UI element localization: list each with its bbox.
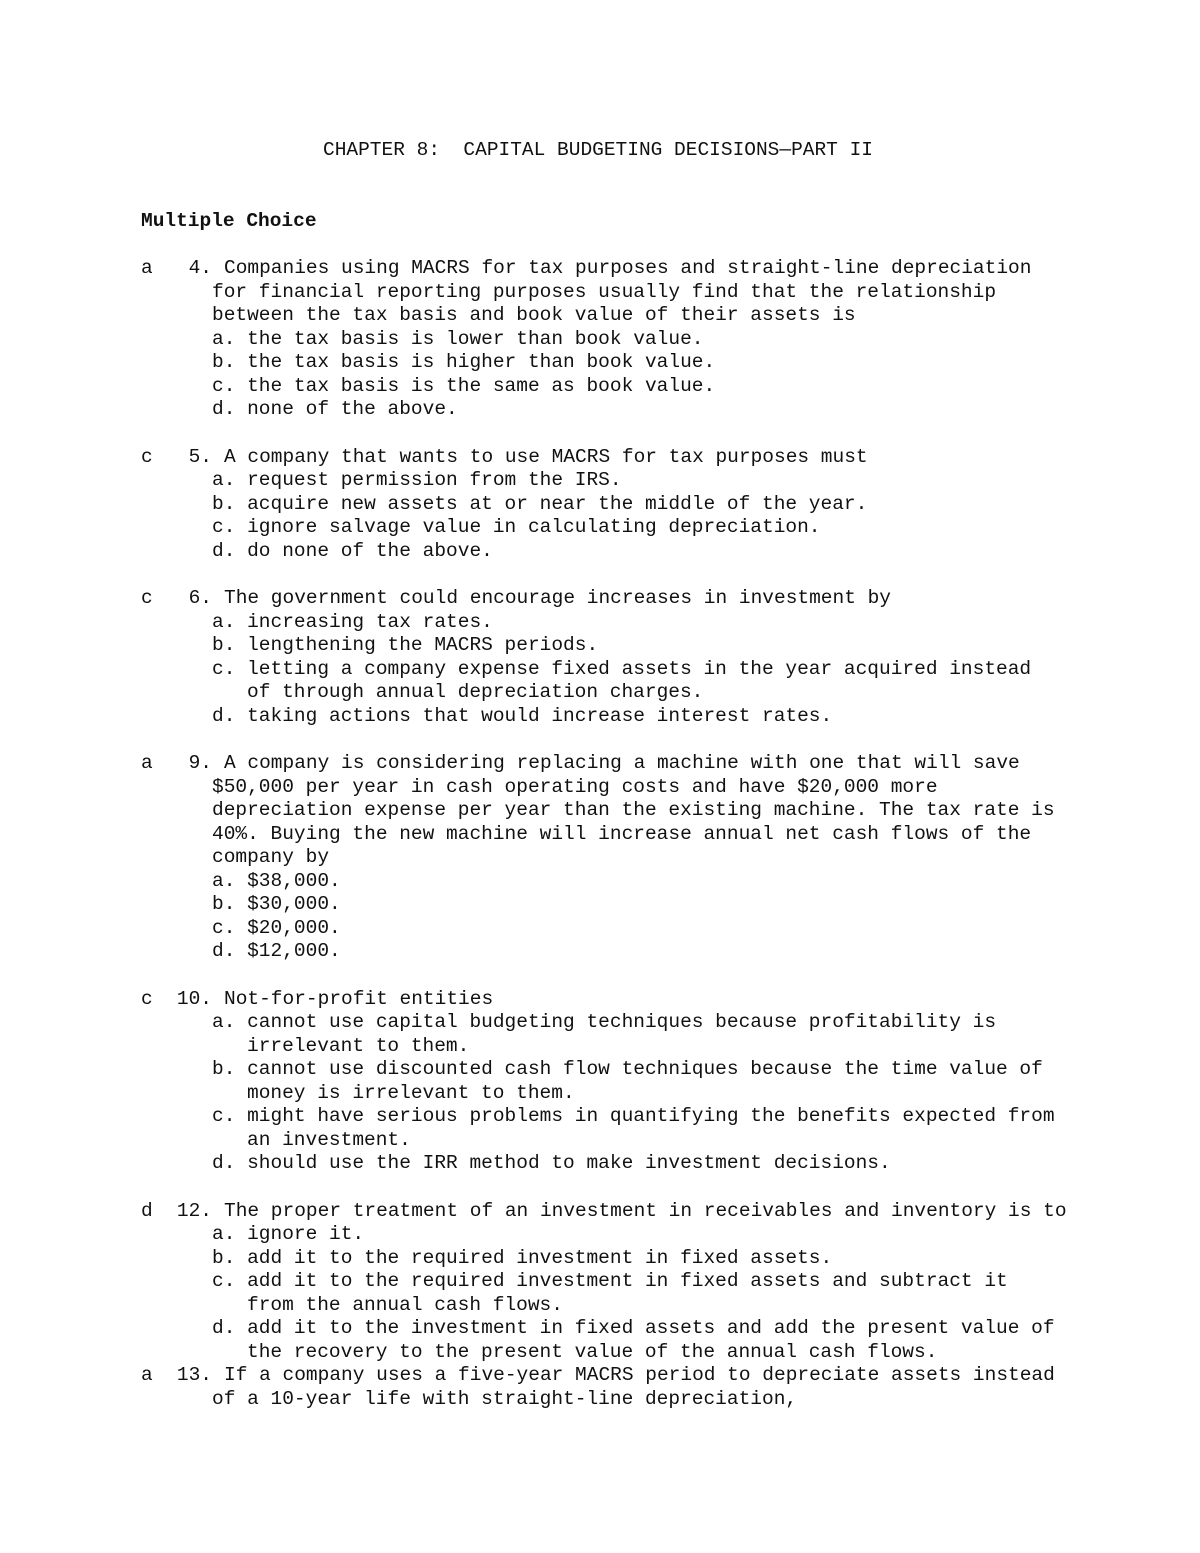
- question-stem-line: [141, 988, 1141, 1012]
- question-6: [141, 587, 1141, 728]
- question-stem-continuation: 40%. Buying the new machine will increase annual net cash flows of the: [212, 822, 1032, 845]
- answer-option: c. the tax basis is the same as book value.: [212, 374, 716, 397]
- answer-option: b. cannot use discounted cash flow techniques because the time value of: [212, 1058, 1043, 1080]
- answer-option-continuation: irrelevant to them.: [247, 1034, 470, 1057]
- question-13: [141, 1364, 1141, 1411]
- answer-option: d. taking actions that would increase interest rates.: [212, 704, 833, 727]
- answer-option: b. acquire new assets at or near the middle of the year.: [212, 492, 868, 515]
- question-stem-line: [141, 1200, 1141, 1224]
- answer-key: c: [141, 587, 153, 609]
- answer-option: a. increasing tax rates.: [212, 610, 493, 633]
- answer-option-continuation: money is irrelevant to them.: [247, 1081, 575, 1104]
- question-stem-continuation: company by: [212, 846, 330, 868]
- answer-option-continuation: from the annual cash flows.: [247, 1293, 563, 1316]
- question-list: [141, 257, 1141, 1411]
- question-stem-continuation: for financial reporting purposes usually find that the relationship: [212, 280, 997, 303]
- answer-key: c: [141, 445, 153, 468]
- question-stem: The government could encourage increases in investment by: [224, 587, 892, 609]
- question-stem-continuation: depreciation expense per year than the existing machine. The tax rate is: [212, 799, 1055, 821]
- question-5: [141, 446, 1141, 564]
- answer-option: a. cannot use capital budgeting techniques because profitability is: [212, 1011, 997, 1033]
- question-stem: A company that wants to use MACRS for tax purposes must: [224, 445, 868, 468]
- chapter-title: CHAPTER 8: CAPITAL BUDGETING DECISIONS—PART II: [323, 139, 873, 161]
- answer-option: c. letting a company expense fixed assets in the year acquired instead: [212, 657, 1032, 680]
- document-page: [141, 139, 1141, 1435]
- answer-option: a. the tax basis is lower than book value.: [212, 327, 704, 350]
- answer-key: a: [141, 752, 153, 774]
- answer-option: c. ignore salvage value in calculating depreciation.: [212, 516, 821, 538]
- question-10: [141, 988, 1141, 1176]
- answer-option: a. request permission from the IRS.: [212, 469, 622, 491]
- question-stem-line: [141, 446, 1141, 470]
- answer-option: c. add it to the required investment in fixed assets and subtract it: [212, 1270, 1008, 1292]
- answer-key: a: [141, 1364, 153, 1386]
- answer-key: d: [141, 1199, 153, 1222]
- answer-option: b. lengthening the MACRS periods.: [212, 634, 599, 656]
- question-number: 4.: [188, 257, 212, 279]
- question-9: [141, 752, 1141, 964]
- question-number: 6.: [188, 587, 212, 609]
- question-stem: Companies using MACRS for tax purposes and straight-line depreciation: [224, 257, 1032, 279]
- question-stem-line: [141, 587, 1141, 611]
- question-number: 9.: [188, 752, 212, 774]
- question-4: [141, 257, 1141, 422]
- answer-option: d. do none of the above.: [212, 539, 493, 562]
- answer-option-continuation: the recovery to the present value of the annual cash flows.: [247, 1340, 938, 1363]
- answer-option-continuation: an investment.: [247, 1128, 411, 1151]
- answer-option: c. might have serious problems in quantifying the benefits expected from: [212, 1105, 1055, 1127]
- question-stem-line: [141, 752, 1141, 776]
- answer-option: c. $20,000.: [212, 916, 341, 939]
- question-stem: If a company uses a five-year MACRS period to depreciate assets instead: [224, 1364, 1055, 1386]
- answer-key: c: [141, 987, 153, 1010]
- answer-option-continuation: of through annual depreciation charges.: [247, 681, 704, 703]
- section-heading: Multiple Choice: [141, 209, 317, 232]
- question-stem-line: [141, 1364, 1141, 1388]
- question-12: [141, 1200, 1141, 1365]
- answer-option: d. should use the IRR method to make investment decisions.: [212, 1152, 891, 1174]
- answer-option: d. none of the above.: [212, 398, 458, 420]
- question-stem-continuation: $50,000 per year in cash operating costs and have $20,000 more: [212, 775, 938, 798]
- answer-option: d. add it to the investment in fixed assets and add the present value of: [212, 1317, 1055, 1339]
- question-number: 10.: [176, 987, 212, 1010]
- answer-key: a: [141, 257, 153, 279]
- answer-option: a. ignore it.: [212, 1223, 365, 1245]
- answer-option: b. add it to the required investment in fixed assets.: [212, 1246, 833, 1269]
- question-stem-line: [141, 257, 1141, 281]
- question-stem: Not-for-profit entities: [224, 987, 494, 1010]
- question-stem-continuation: between the tax basis and book value of their assets is: [212, 304, 856, 326]
- question-number: 5.: [188, 445, 212, 468]
- question-number: 13.: [176, 1364, 212, 1386]
- answer-option: a. $38,000.: [212, 869, 341, 892]
- answer-option: d. $12,000.: [212, 940, 341, 962]
- question-number: 12.: [176, 1199, 212, 1222]
- question-stem: A company is considering replacing a machine with one that will save: [224, 752, 1020, 774]
- question-stem-continuation: of a 10-year life with straight-line depreciation,: [212, 1387, 798, 1410]
- answer-option: b. $30,000.: [212, 893, 341, 915]
- question-stem: The proper treatment of an investment in receivables and inventory is to: [224, 1199, 1067, 1222]
- answer-option: b. the tax basis is higher than book value.: [212, 351, 716, 373]
